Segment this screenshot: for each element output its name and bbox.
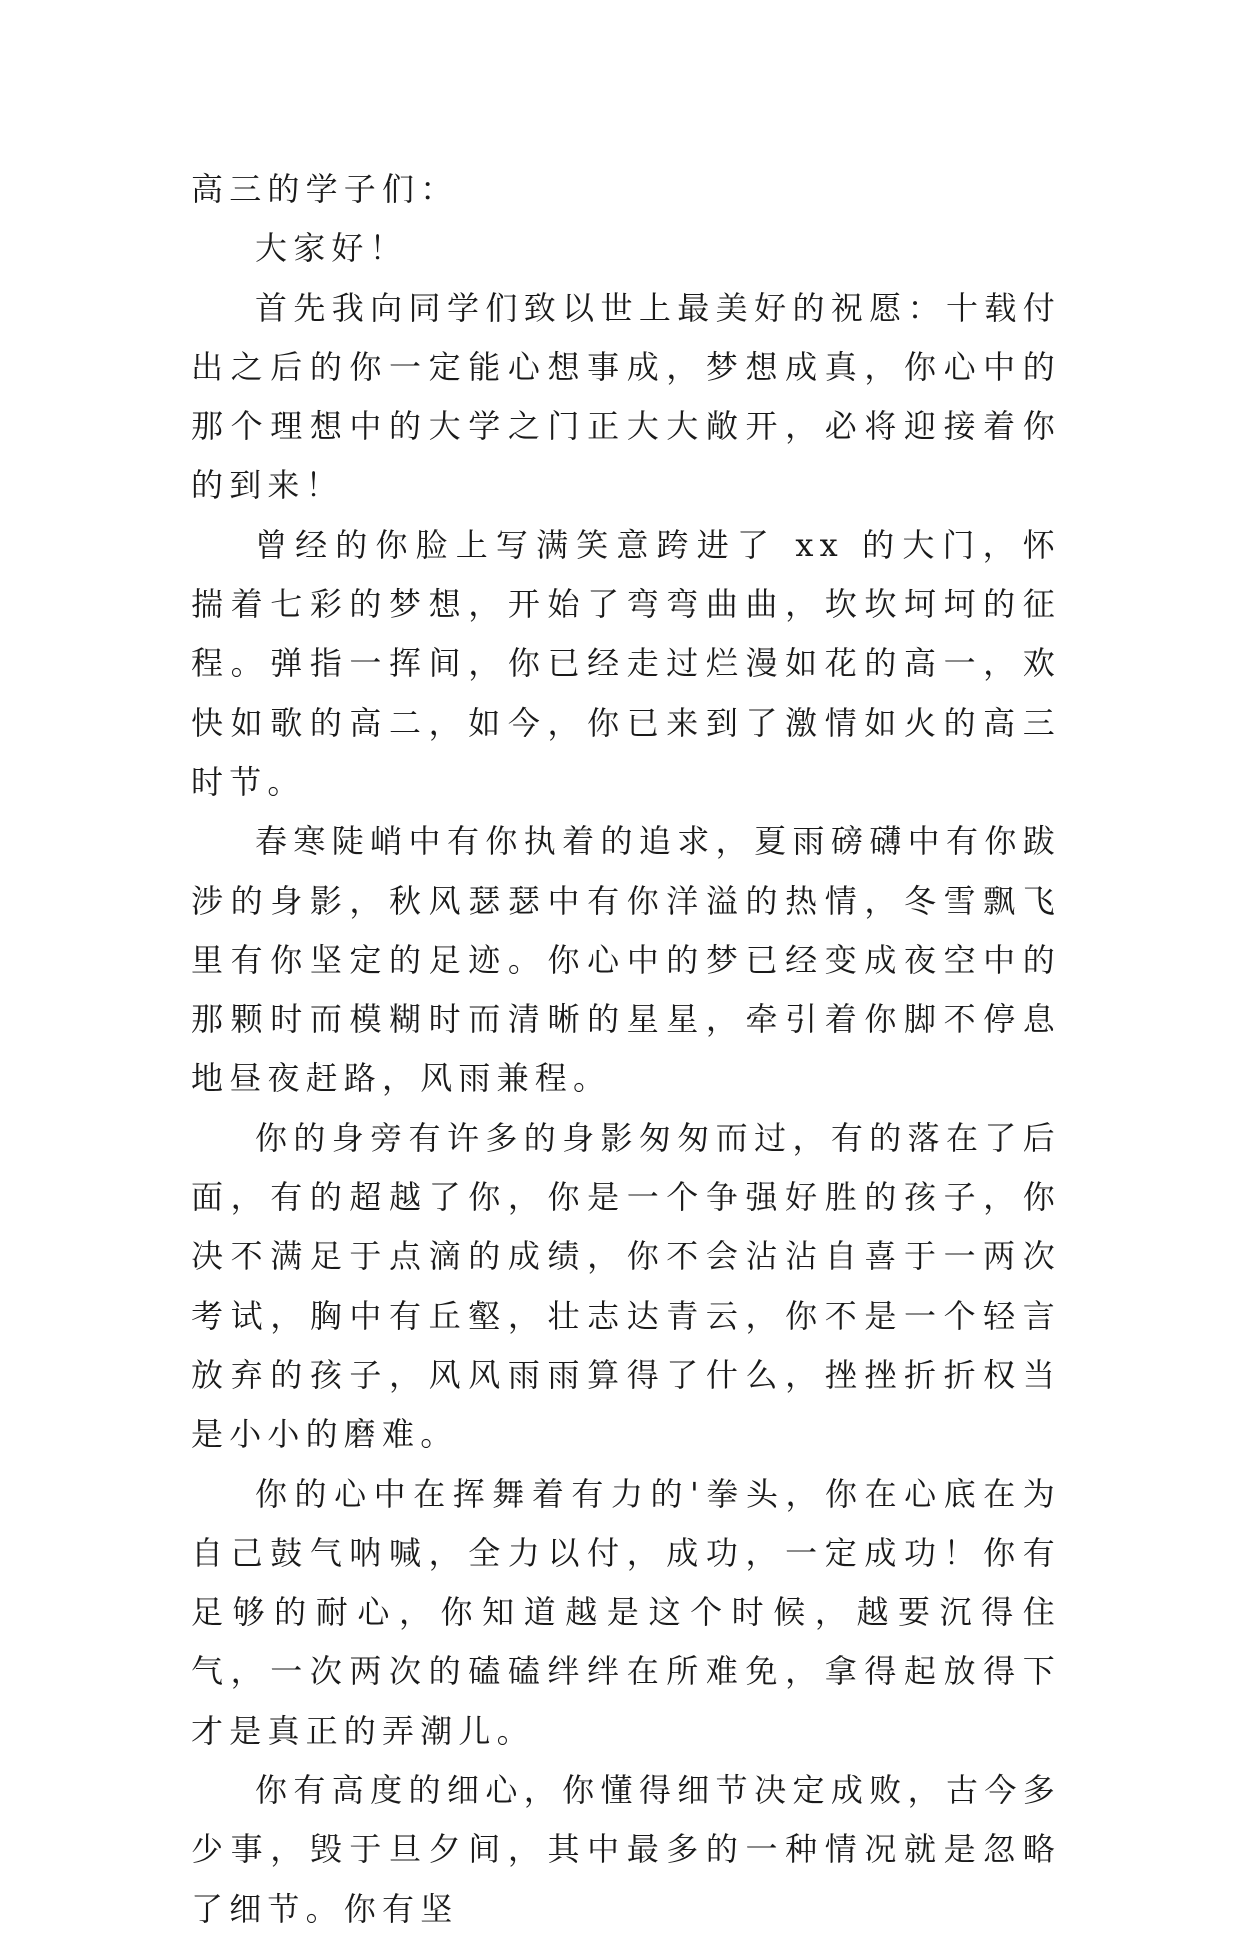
competition-paragraph: 你的身旁有许多的身影匆匆而过，有的落在了后面，有的超越了你，你是一个争强好胜的孩子，你决不满足于点滴的成绩，你不会沾沾自喜于一两次考试，胸中有丘壑，壮志达青云，你不是一个轻言放弃的孩子，风风雨雨算得了什么，挫挫折折权当是小小的磨难。 bbox=[191, 1118, 1061, 1454]
determination-paragraph: 你的心中在挥舞着有力的'拳头，你在心底在为自己鼓气呐喊，全力以付，成功，一定成功！你有足够的耐心，你知道越是这个时候，越要沉得住气，一次两次的磕磕绊绊在所难免，拿得起放得下才是真正的弄潮儿。 bbox=[191, 1474, 1061, 1750]
seasons-paragraph: 春寒陡峭中有你执着的追求，夏雨磅礴中有你跋涉的身影，秋风瑟瑟中有你洋溢的热情，冬雪飘飞里有你坚定的足迹。你心中的梦已经变成夜空中的那颗时而模糊时而清晰的星星，牵引着你脚不停息地昼夜赶路，风雨兼程。 bbox=[191, 822, 1061, 1098]
detail-paragraph: 你有高度的细心，你懂得细节决定成败，古今多少事，毁于旦夕间，其中最多的一种情况就是忽略了细节。你有坚 bbox=[191, 1771, 1061, 1928]
journey-paragraph: 曾经的你脸上写满笑意跨进了 xx 的大门，怀揣着七彩的梦想，开始了弯弯曲曲，坎坎坷坷的征程。弹指一挥间，你已经走过烂漫如花的高一，欢快如歌的高二，如今，你已来到了激情如火的高三时节。 bbox=[191, 525, 1061, 801]
letter-body bbox=[191, 160, 1061, 1939]
wishes-paragraph: 首先我向同学们致以世上最美好的祝愿：十载付出之后的你一定能心想事成，梦想成真，你心中的那个理想中的大学之门正大大敞开，必将迎接着你的到来！ bbox=[191, 288, 1061, 505]
greeting-paragraph: 大家好！ bbox=[255, 229, 408, 268]
salutation: 高三的学子们： bbox=[191, 170, 459, 208]
